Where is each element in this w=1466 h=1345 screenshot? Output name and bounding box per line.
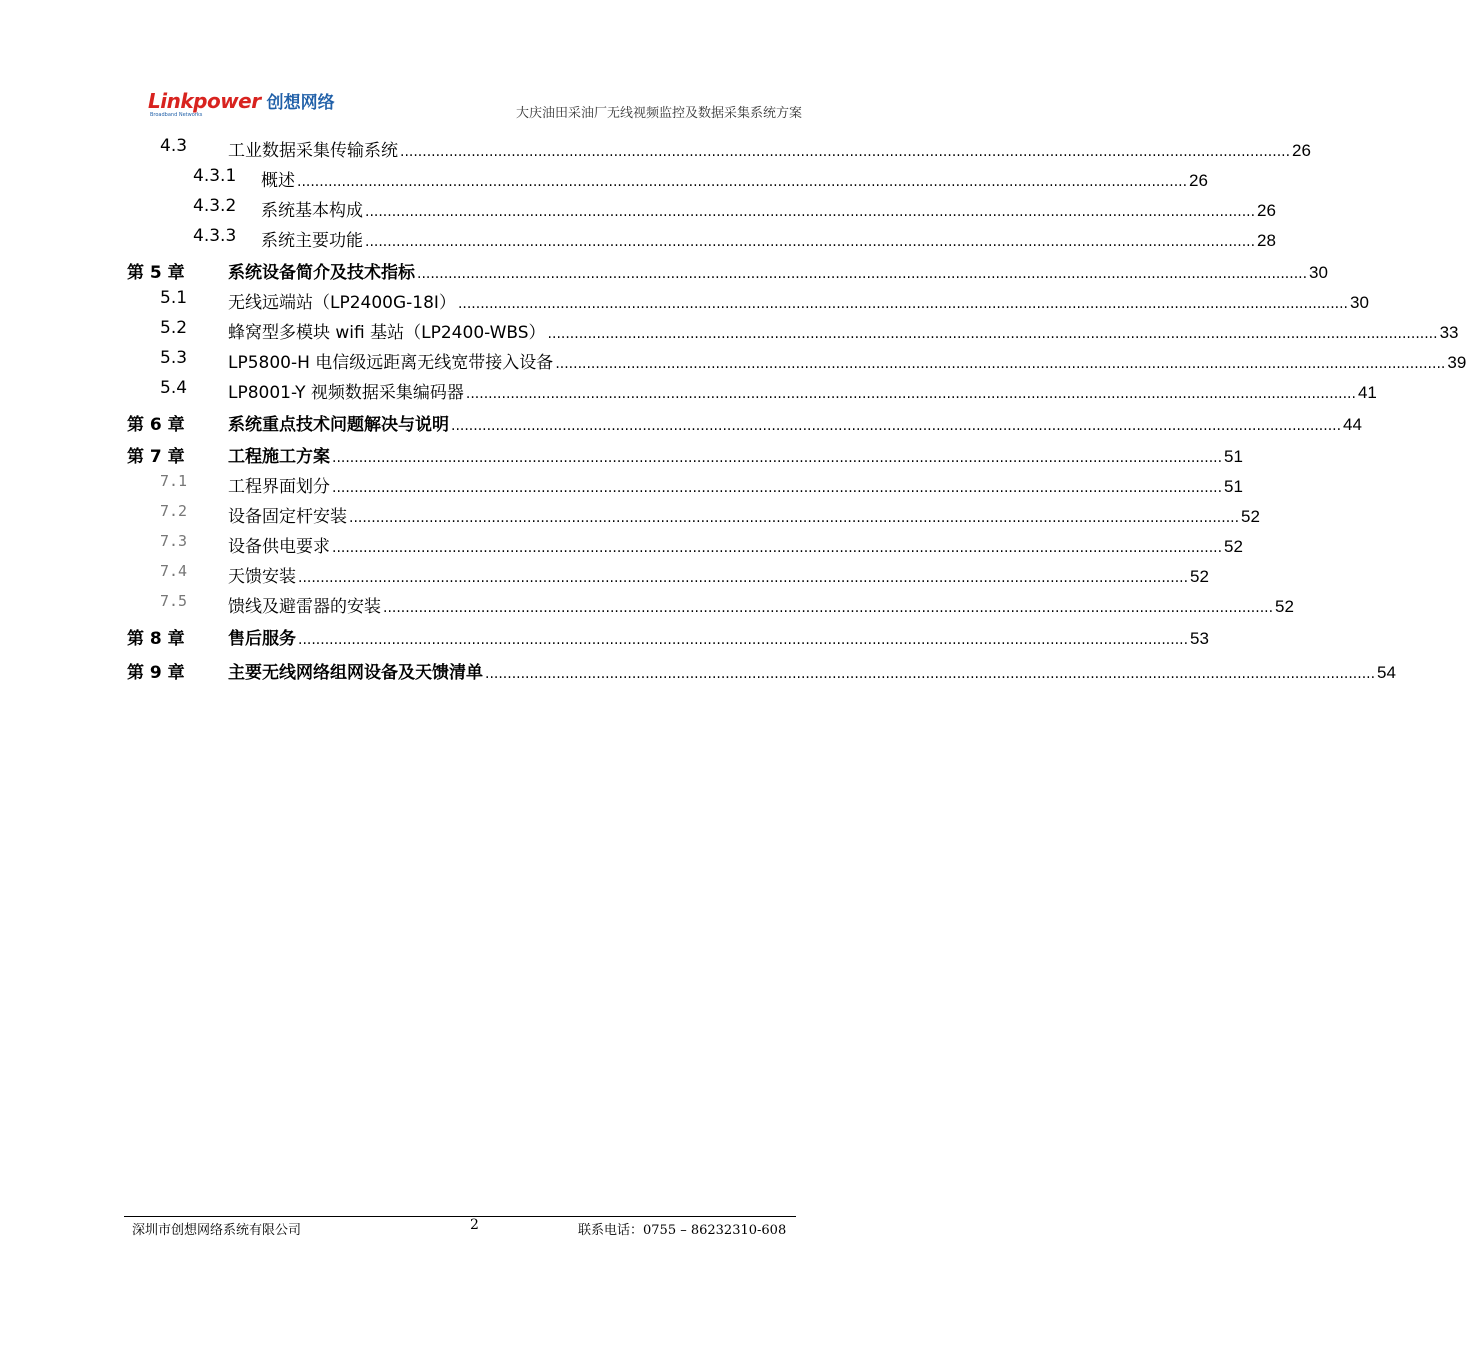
logo-text: Linkpower xyxy=(148,89,261,113)
toc-entry-page: 52 xyxy=(1275,597,1294,616)
toc-entry-title: 系统主要功能 xyxy=(261,231,363,251)
toc-entry-page: 51 xyxy=(1224,477,1243,496)
toc-dot-leader: ........................................................................................................................................................................................................ xyxy=(400,144,1291,160)
toc-entry-title: 工业数据采集传输系统 xyxy=(228,141,398,161)
company-logo xyxy=(148,88,335,118)
toc-entry-number: 7.5 xyxy=(160,592,188,610)
toc-entry-number: 第 6 章 xyxy=(127,415,185,435)
toc-dot-leader: ........................................................................................................................................................................................................ xyxy=(465,386,1356,402)
toc-entry[interactable] xyxy=(0,226,1276,252)
toc-entry-number: 7.1 xyxy=(160,472,188,490)
toc-entry[interactable] xyxy=(0,592,1294,618)
toc-dot-leader: ........................................................................................................................................................................................................ xyxy=(365,234,1256,250)
footer-company: 深圳市创想网络系统有限公司 xyxy=(132,1223,302,1238)
toc-entry-title: 设备供电要求 xyxy=(228,537,330,557)
toc-entry-page: 30 xyxy=(1309,263,1328,282)
toc-entry[interactable] xyxy=(0,196,1276,222)
toc-entry-number: 5.4 xyxy=(160,378,188,398)
toc-entry-title: LP8001-Y 视频数据采集编码器 xyxy=(228,383,464,403)
toc-dot-leader: ........................................................................................................................................................................................................ xyxy=(365,204,1256,220)
toc-entry-page: 52 xyxy=(1190,567,1209,586)
toc-entry[interactable] xyxy=(0,472,1243,498)
toc-entry-number: 7.2 xyxy=(160,502,188,520)
toc-entry-number: 第 9 章 xyxy=(127,663,185,683)
toc-entry-page: 26 xyxy=(1257,201,1276,220)
toc-entry-title: 系统设备简介及技术指标 xyxy=(228,263,415,283)
toc-dot-leader: ........................................................................................................................................................................................................ xyxy=(417,266,1308,282)
toc-entry[interactable] xyxy=(0,562,1209,588)
toc-entry[interactable] xyxy=(0,442,1243,468)
toc-entry-number: 7.4 xyxy=(160,562,188,580)
toc-entry-title: 系统基本构成 xyxy=(261,201,363,221)
toc-dot-leader: ........................................................................................................................................................................................................ xyxy=(547,326,1438,342)
toc-entry-page: 53 xyxy=(1190,629,1209,648)
toc-entry-title: 系统重点技术问题解决与说明 xyxy=(228,415,449,435)
toc-entry-title: 蜂窝型多模块 wifi 基站（LP2400-WBS） xyxy=(228,323,546,343)
footer-contact: 联系电话：0755 – 86232310-608 xyxy=(578,1223,787,1238)
toc-dot-leader: ........................................................................................................................................................................................................ xyxy=(383,600,1274,616)
toc-entry-title: LP5800-H 电信级远距离无线宽带接入设备 xyxy=(228,353,554,373)
toc-entry-number: 第 5 章 xyxy=(127,263,185,283)
toc-dot-leader: ........................................................................................................................................................................................................ xyxy=(451,418,1342,434)
toc-entry[interactable] xyxy=(0,348,1466,374)
toc-dot-leader: ........................................................................................................................................................................................................ xyxy=(298,570,1189,586)
toc-entry-number: 5.1 xyxy=(160,288,188,308)
toc-entry-page: 44 xyxy=(1343,415,1362,434)
toc-entry-number: 5.2 xyxy=(160,318,188,338)
toc-dot-leader: ........................................................................................................................................................................................................ xyxy=(349,510,1240,526)
toc-entry-number: 第 7 章 xyxy=(127,447,185,467)
toc-entry-number: 7.3 xyxy=(160,532,188,550)
toc-entry-page: 28 xyxy=(1257,231,1276,250)
toc-entry[interactable] xyxy=(0,624,1209,650)
toc-entry[interactable] xyxy=(0,136,1311,162)
toc-dot-leader: ........................................................................................................................................................................................................ xyxy=(485,666,1376,682)
toc-dot-leader: ........................................................................................................................................................................................................ xyxy=(332,480,1223,496)
toc-entry-page: 39 xyxy=(1447,353,1466,372)
toc-entry[interactable] xyxy=(0,318,1459,344)
toc-entry-title: 工程施工方案 xyxy=(228,447,330,467)
toc-entry-number: 4.3.3 xyxy=(193,226,237,246)
toc-entry-title: 天馈安装 xyxy=(228,567,296,587)
toc-entry-page: 33 xyxy=(1439,323,1459,342)
toc-entry-number: 4.3.2 xyxy=(193,196,237,216)
toc-entry-title: 售后服务 xyxy=(228,629,296,649)
toc-entry-page: 30 xyxy=(1350,293,1369,312)
toc-entry-page: 52 xyxy=(1241,507,1260,526)
toc-entry[interactable] xyxy=(0,288,1369,314)
toc-entry-page: 41 xyxy=(1357,383,1377,402)
toc-entry-title: 工程界面划分 xyxy=(228,477,330,497)
toc-dot-leader: ........................................................................................................................................................................................................ xyxy=(332,450,1223,466)
toc-entry-page: 26 xyxy=(1189,171,1208,190)
toc-entry-title: 主要无线网络组网设备及天馈清单 xyxy=(228,663,483,683)
toc-dot-leader: ........................................................................................................................................................................................................ xyxy=(555,356,1446,372)
logo-cn-text: 创想网络 xyxy=(266,93,335,113)
toc-entry-number: 第 8 章 xyxy=(127,629,185,649)
toc-entry[interactable] xyxy=(0,658,1396,684)
toc-entry-number: 4.3.1 xyxy=(193,166,237,186)
toc-entry-page: 51 xyxy=(1224,447,1243,466)
footer-divider xyxy=(124,1216,796,1217)
toc-entry[interactable] xyxy=(0,258,1328,284)
toc-entry-title: 无线远端站（LP2400G-18I） xyxy=(228,293,456,313)
toc-dot-leader: ........................................................................................................................................................................................................ xyxy=(298,632,1189,648)
toc-entry[interactable] xyxy=(0,502,1260,528)
toc-entry-page: 52 xyxy=(1224,537,1243,556)
toc-entry-title: 馈线及避雷器的安装 xyxy=(228,597,381,617)
toc-entry-title: 设备固定杆安装 xyxy=(228,507,347,527)
toc-entry[interactable] xyxy=(0,166,1208,192)
footer-page-number: 2 xyxy=(470,1217,479,1233)
document-title: 大庆油田采油厂无线视频监控及数据采集系统方案 xyxy=(515,106,802,121)
toc-entry-page: 26 xyxy=(1292,141,1311,160)
toc-entry[interactable] xyxy=(0,410,1362,436)
toc-entry-number: 5.3 xyxy=(160,348,188,368)
toc-dot-leader: ........................................................................................................................................................................................................ xyxy=(332,540,1223,556)
toc-entry-title: 概述 xyxy=(261,171,295,191)
toc-entry[interactable] xyxy=(0,378,1377,404)
toc-entry-page: 54 xyxy=(1377,663,1396,682)
toc-entry[interactable] xyxy=(0,532,1243,558)
toc-dot-leader: ........................................................................................................................................................................................................ xyxy=(297,174,1188,190)
logo-subtext: Broadband Networks xyxy=(150,112,203,118)
toc-entry-number: 4.3 xyxy=(160,136,188,156)
toc-dot-leader: ........................................................................................................................................................................................................ xyxy=(457,296,1348,312)
